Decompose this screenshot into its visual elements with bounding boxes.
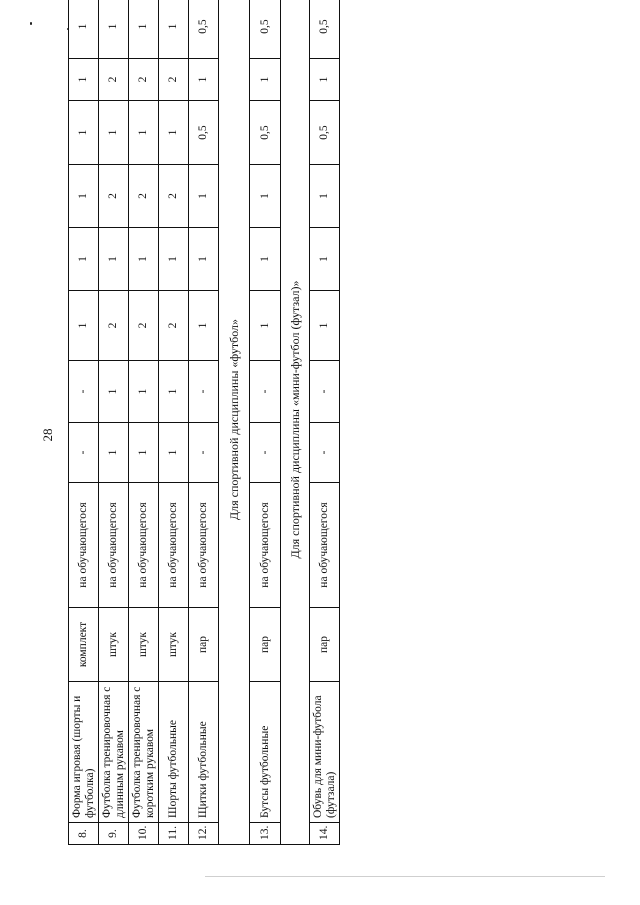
quantity-cell: 1: [99, 423, 129, 483]
table-row: [159, 0, 189, 845]
quantity-cell: 0,5: [250, 101, 281, 165]
table-row: [129, 0, 159, 845]
calc-unit-cell: на обучающегося: [310, 483, 340, 608]
page-number: 28: [40, 428, 55, 442]
quantity-cell: 1: [69, 101, 99, 165]
quantity-cell: 1: [69, 165, 99, 228]
table-row: [250, 0, 281, 845]
calc-unit-cell: на обучающегося: [69, 483, 99, 608]
quantity-cell: -: [69, 361, 99, 423]
quantity-cell: 1: [189, 291, 219, 361]
quantity-cell: 1: [159, 228, 189, 291]
quantity-cell: 2: [129, 291, 159, 361]
quantity-cell: 1: [310, 59, 340, 101]
quantity-cell: 1: [99, 101, 129, 165]
quantity-cell: -: [69, 423, 99, 483]
calc-unit-cell: на обучающегося: [189, 483, 219, 608]
quantity-cell: 1: [189, 165, 219, 228]
unit-cell: штук: [129, 608, 159, 682]
rotated-table-wrapper: [68, 19, 348, 845]
quantity-cell: 1: [159, 361, 189, 423]
quantity-cell: 2: [99, 291, 129, 361]
quantity-cell: 0,5: [310, 101, 340, 165]
unit-cell: штук: [99, 608, 129, 682]
item-name: Футболка тренировочная с коротким рукавом: [129, 682, 159, 823]
unit-cell: пар: [250, 608, 281, 682]
row-number: 9.: [99, 823, 129, 845]
item-name: Форма игровая (шорты и футболка): [69, 682, 99, 823]
quantity-cell: 1: [250, 291, 281, 361]
equipment-table: [68, 0, 340, 845]
quantity-cell: 1: [159, 101, 189, 165]
quantity-cell: 1: [250, 165, 281, 228]
quantity-cell: -: [310, 361, 340, 423]
quantity-cell: 0,5: [250, 0, 281, 59]
row-number: 11.: [159, 823, 189, 845]
quantity-cell: 2: [99, 59, 129, 101]
table-row: [99, 0, 129, 845]
quantity-cell: 1: [99, 228, 129, 291]
quantity-cell: 1: [159, 0, 189, 59]
unit-cell: комплект: [69, 608, 99, 682]
quantity-cell: -: [250, 361, 281, 423]
section-title-football: Для спортивной дисциплины «футбол»: [219, 0, 250, 845]
quantity-cell: 2: [159, 59, 189, 101]
quantity-cell: 0,5: [189, 0, 219, 59]
section-header-row: [281, 0, 310, 845]
quantity-cell: 1: [99, 0, 129, 59]
table-row: [310, 0, 340, 845]
quantity-cell: 2: [129, 59, 159, 101]
quantity-cell: 1: [69, 59, 99, 101]
quantity-cell: -: [250, 423, 281, 483]
quantity-cell: 1: [189, 228, 219, 291]
row-number: 13.: [250, 823, 281, 845]
quantity-cell: 1: [129, 0, 159, 59]
calc-unit-cell: на обучающегося: [250, 483, 281, 608]
quantity-cell: 2: [99, 165, 129, 228]
unit-cell: штук: [159, 608, 189, 682]
quantity-cell: -: [189, 361, 219, 423]
row-number: 10.: [129, 823, 159, 845]
quantity-cell: 2: [159, 291, 189, 361]
quantity-cell: 1: [69, 0, 99, 59]
quantity-cell: 1: [69, 228, 99, 291]
calc-unit-cell: на обучающегося: [99, 483, 129, 608]
calc-unit-cell: на обучающегося: [129, 483, 159, 608]
unit-cell: пар: [310, 608, 340, 682]
quantity-cell: 1: [310, 228, 340, 291]
quantity-cell: -: [310, 423, 340, 483]
section-title-futsal: Для спортивной дисциплины «мини-футбол (футзал)»: [281, 0, 310, 845]
quantity-cell: 2: [159, 165, 189, 228]
quantity-cell: 0,5: [310, 0, 340, 59]
calc-unit-cell: на обучающегося: [159, 483, 189, 608]
quantity-cell: 1: [310, 165, 340, 228]
quantity-cell: 1: [99, 361, 129, 423]
item-name: Обувь для мини-футбола (футзала): [310, 682, 340, 823]
item-name: Бутсы футбольные: [250, 682, 281, 823]
scan-speck: [30, 22, 32, 25]
quantity-cell: 1: [129, 101, 159, 165]
quantity-cell: -: [189, 423, 219, 483]
row-number: 14.: [310, 823, 340, 845]
quantity-cell: 2: [129, 165, 159, 228]
scan-edge-line: [205, 876, 605, 877]
row-number: 12.: [189, 823, 219, 845]
quantity-cell: 1: [129, 423, 159, 483]
row-number: 8.: [69, 823, 99, 845]
item-name: Шорты футбольные: [159, 682, 189, 823]
quantity-cell: 1: [69, 291, 99, 361]
quantity-cell: 1: [310, 291, 340, 361]
quantity-cell: 1: [189, 59, 219, 101]
table-row: [189, 0, 219, 845]
section-header-row: [219, 0, 250, 845]
item-name: Щитки футбольные: [189, 682, 219, 823]
quantity-cell: 1: [129, 361, 159, 423]
quantity-cell: 1: [159, 423, 189, 483]
quantity-cell: 1: [129, 228, 159, 291]
quantity-cell: 1: [250, 228, 281, 291]
quantity-cell: 0,5: [189, 101, 219, 165]
unit-cell: пар: [189, 608, 219, 682]
item-name: Футболка тренировочная с длинным рукавом: [99, 682, 129, 823]
quantity-cell: 1: [250, 59, 281, 101]
table-row: [69, 0, 99, 845]
